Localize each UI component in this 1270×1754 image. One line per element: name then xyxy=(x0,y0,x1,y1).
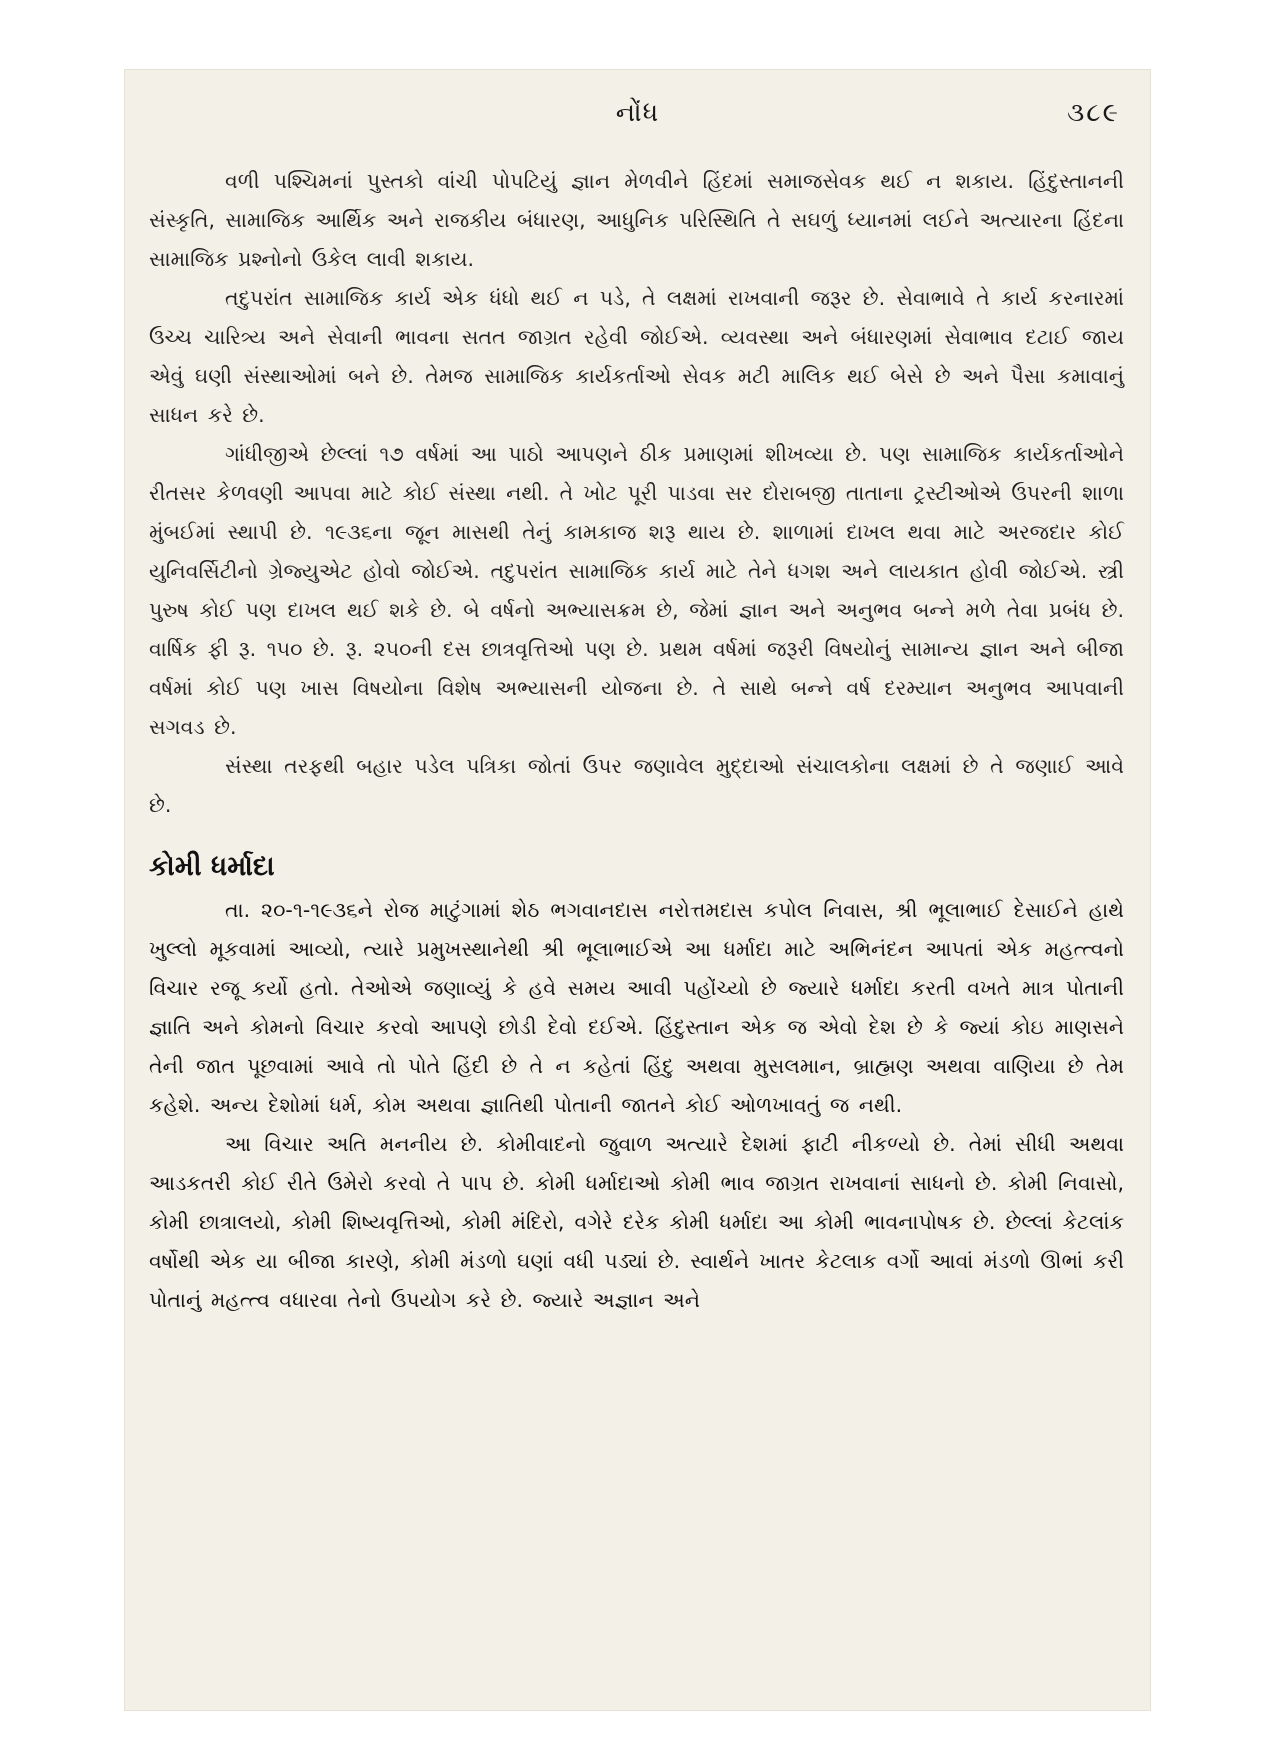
section-heading: કોમી ધર્માદા xyxy=(149,851,275,882)
page-number: ૩૮૯ xyxy=(1066,98,1120,128)
section-paragraph-1: તા. ૨૦-૧-૧૯૩૬ને રોજ માટુંગામાં શેઠ ભગવાનદાસ નરોત્તમદાસ કપોલ નિવાસ, શ્રી ભૂલાભાઈ દેસાઈને હાથે ખુલ્લો મૂકવામાં આવ્યો, ત્યારે પ્રમુખસ્થાનેથી શ્રી ભૂલાભાઈએ આ ધર્માદા માટે અભિનંદન આપતાં એક મહત્ત્વનો વિચાર રજૂ કર્યો હતો. તેઓએ જણાવ્યું કે હવે સમય આવી પહોંચ્યો છે જ્યારે ધર્માદા કરતી વખતે માત્ર પોતાની જ્ઞાતિ અને કોમનો વિચાર કરવો આપણે છોડી દેવો દઈએ. હિંદુસ્તાન એક જ એવો દેશ છે કે જ્યાં કોઇ માણસને તેની જાત પૂછવામાં આવે તો પોતે હિંદી છે તે ન કહેતાં હિંદુ અથવા મુસલમાન, બ્રાહ્મણ અથવા વાણિયા છે તેમ કહેશે. અન્ય દેશોમાં ધર્મ, કોમ અથવા જ્ઞાતિથી પોતાની જાતને કોઈ ઓળખાવતું જ નથી. xyxy=(149,898,1124,1117)
book-page xyxy=(125,70,1150,1710)
paragraph-3: ગાંધીજીએ છેલ્લાં ૧૭ વર્ષમાં આ પાઠો આપણને ઠીક પ્રમાણમાં શીખવ્યા છે. પણ સામાજિક કાર્યકર્તાઓને રીતસર કેળવણી આપવા માટે કોઈ સંસ્થા નથી. તે ખોટ પૂરી પાડવા સર દોરાબજી તાતાના ટ્રસ્ટીઓએ ઉપરની શાળા મુંબઈમાં સ્થાપી છે. ૧૯૩૬ના જૂન માસથી તેનું કામકાજ શરૂ થાય છે. શાળામાં દાખલ થવા માટે અરજદાર કોઈ યુનિવર્સિટીનો ગ્રેજ્યુએટ હોવો જોઈએ. તદુપરાંત સામાજિક કાર્ય માટે તેને ધગશ અને લાયકાત હોવી જોઈએ. સ્ત્રી પુરુષ કોઈ પણ દાખલ થઈ શકે છે. બે વર્ષનો અભ્યાસક્રમ છે, જેમાં જ્ઞાન અને અનુભવ બન્ને મળે તેવા પ્રબંધ છે. વાર્ષિક ફી રૂ. ૧૫૦ છે. રૂ. ૨૫૦ની દસ છાત્રવૃત્તિઓ પણ છે. પ્રથમ વર્ષમાં જરૂરી વિષયોનું સામાન્ય જ્ઞાન અને બીજા વર્ષમાં કોઈ પણ ખાસ વિષયોના વિશેષ અભ્યાસની યોજના છે. તે સાથે બન્ને વર્ષ દરમ્યાન અનુભવ આપવાની સગવડ છે. xyxy=(149,442,1124,739)
page-body xyxy=(149,162,1124,1320)
paragraph-2: તદુપરાંત સામાજિક કાર્ય એક ધંધો થઈ ન પડે, તે લક્ષમાં રાખવાની જરૂર છે. સેવાભાવે તે કાર્ય કરનારમાં ઉચ્ચ ચારિત્ર્ય અને સેવાની ભાવના સતત જાગ્રત રહેવી જોઈએ. વ્યવસ્થા અને બંધારણમાં સેવાભાવ દટાઈ જાય એવું ઘણી સંસ્થાઓમાં બને છે. તેમજ સામાજિક કાર્યકર્તાઓ સેવક મટી માલિક થઈ બેસે છે અને પૈસા કમાવાનું સાધન કરે છે. xyxy=(149,286,1124,427)
paragraph-4: સંસ્થા તરફથી બહાર પડેલ પત્રિકા જોતાં ઉપર જણાવેલ મુદ્દાઓ સંચાલકોના લક્ષમાં છે તે જણાઈ આવે છે. xyxy=(149,754,1124,817)
running-title: નોંધ xyxy=(615,98,660,128)
page-header xyxy=(125,98,1150,138)
paragraph-1: વળી પશ્ચિમનાં પુસ્તકો વાંચી પોપટિયું જ્ઞાન મેળવીને હિંદમાં સમાજસેવક થઈ ન શકાય. હિંદુસ્તાનની સંસ્કૃતિ, સામાજિક આર્થિક અને રાજકીય બંધારણ, આધુનિક પરિસ્થિતિ તે સઘળું ધ્યાનમાં લઈને અત્યારના હિંદના સામાજિક પ્રશ્નોનો ઉકેલ લાવી શકાય. xyxy=(149,169,1124,271)
section-paragraph-2: આ વિચાર અતિ મનનીય છે. કોમીવાદનો જુવાળ અત્યારે દેશમાં ફાટી નીકળ્યો છે. તેમાં સીધી અથવા આડકતરી કોઈ રીતે ઉમેરો કરવો તે પાપ છે. કોમી ધર્માદાઓ કોમી ભાવ જાગ્રત રાખવાનાં સાધનો છે. કોમી નિવાસો, કોમી છાત્રાલયો, કોમી શિષ્યવૃત્તિઓ, કોમી મંદિરો, વગેરે દરેક કોમી ધર્માદા આ કોમી ભાવનાપોષક છે. છેલ્લાં કેટલાંક વર્ષોથી એક યા બીજા કારણે, કોમી મંડળો ઘણાં વધી પડ્યાં છે. સ્વાર્થને ખાતર કેટલાક વર્ગો આવાં મંડળો ઊભાં કરી પોતાનું મહત્ત્વ વધારવા તેનો ઉપયોગ કરે છે. જ્યારે અજ્ઞાન અને xyxy=(149,1132,1124,1312)
